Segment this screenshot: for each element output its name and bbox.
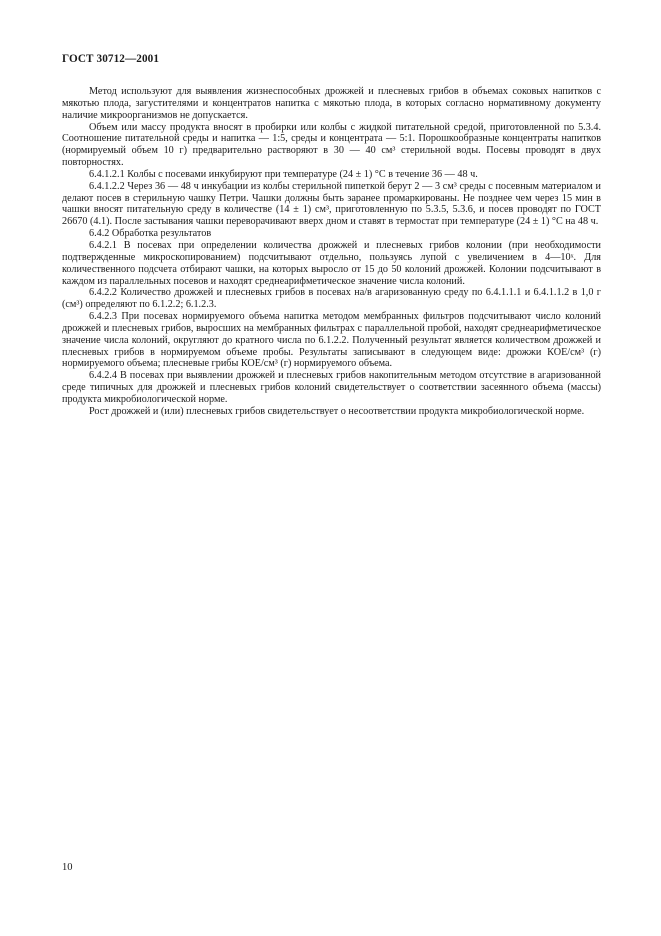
paragraph: 6.4.2.3 При посевах нормируемого объема напитка методом мембранных фильтров подсчитывают число колоний дрожжей и плесневых грибов, выросших на мембранных фильтрах с параллельной пробой, находят среднеарифметическое значение числа колоний, округляют до кратного числа по 6.1.2.2. Полученный результат является количеством дрожжей и плесневых грибов в нормируемом объеме пробы. Результаты записывают в следующем виде: дрожжи КОЕ/см³ (г) нормируемого объема; плесневые грибы КОЕ/см³ (г) нормируемого объема.	[62, 311, 601, 370]
paragraph: 6.4.1.2.2 Через 36 — 48 ч инкубации из колбы стерильной пипеткой берут 2 — 3 см³ среды с посевным материалом и делают посев в стерильную чашку Петри. Чашки должны быть заранее промаркированы. Не позднее чем через 15 мин в чашки вносят питательную среду в количестве (14 ± 1) см³, приготовленную по 5.3.5, 5.3.6, и посев проводят по ГОСТ 26670 (4.1). После застывания чашки переворачивают вверх дном и ставят в термостат при температуре (24 ± 1) °С на 48 ч.	[62, 180, 601, 228]
paragraph: 6.4.2.4 В посевах при выявлении дрожжей и плесневых грибов накопительным методом отсутствие в агаризованной среде типичных для дрожжей и плесневых грибов колоний свидетельствует о соответствии засеянного объема (массы) продукта микробиологической норме.	[62, 370, 601, 405]
paragraph: Рост дрожжей и (или) плесневых грибов свидетельствует о несоответствии продукта микробиологической норме.	[89, 405, 585, 417]
document-header: ГОСТ 30712—2001	[62, 53, 160, 65]
section-heading: 6.4.2 Обработка результатов	[89, 228, 212, 240]
paragraph: 6.4.1.2.1 Колбы с посевами инкубируют при температуре (24 ± 1) °С в течение 36 — 48 ч.	[89, 168, 478, 180]
paragraph: Объем или массу продукта вносят в пробирки или колбы с жидкой питательной средой, приготовленной по 5.3.4. Соотношение питательной среды и напитка — 1:5, среды и концентрата — 5:1. Порошкообразные концентраты напитков (нормируемый объем 10 г) предварительно растворяют в 30 — 40 см³ стерильной воды. Посевы проводят в двух повторностях.	[62, 121, 601, 169]
document-body	[62, 86, 601, 418]
paragraph: 6.4.2.2 Количество дрожжей и плесневых грибов в посевах на/в агаризованную среду по 6.4.1.1.1 и 6.4.1.1.2 в 1,0 г (см³) определяют по 6.1.2.2; 6.1.2.3.	[62, 287, 601, 311]
paragraph: 6.4.2.1 В посевах при определении количества дрожжей и плесневых грибов колонии (при необходимости подтвержденные микроскопированием) подсчитывают отдельно, пользуясь лупой с увеличением в 4—10ˣ. Для количественного подсчета отбирают чашки, на которых выросло от 15 до 50 колоний дрожжей. Колонии подсчитывают в каждом из параллельных посевов и находят среднеарифметическое значение числа колоний.	[62, 239, 601, 287]
page-number: 10	[62, 862, 73, 873]
paragraph: Метод используют для выявления жизнеспособных дрожжей и плесневых грибов в объемах соковых напитков с мякотью плода, загустителями и концентратов напитка с мякотью плода, в которых согласно нормативному документу наличие микроорганизмов не допускается.	[62, 86, 601, 121]
